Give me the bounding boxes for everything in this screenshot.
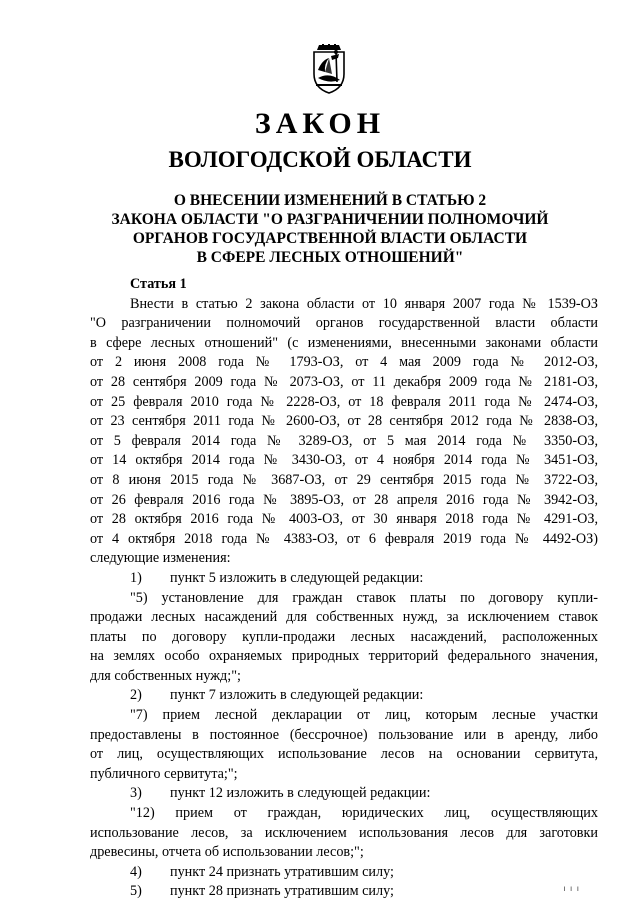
- intro-line: от 14 октября 2014 года № 3430-ОЗ, от 4 ноября 2014 года № 3451-ОЗ,: [90, 452, 598, 469]
- intro-line: от 5 февраля 2014 года № 3289-ОЗ, от 5 мая 2014 года № 3350-ОЗ,: [90, 432, 598, 449]
- quote-line: "5) установление для граждан ставок платы по договору купли-: [130, 589, 598, 606]
- item-text: пункт 12 изложить в следующей редакции:: [170, 785, 431, 802]
- subject-line: В СФЕРЕ ЛЕСНЫХ ОТНОШЕНИЙ": [196, 249, 464, 266]
- vologda-coat-of-arms-icon: [312, 44, 346, 94]
- intro-line: от 8 июня 2015 года № 3687-ОЗ, от 29 сентября 2015 года № 3722-ОЗ,: [90, 471, 598, 488]
- quote-line: для собственных нужд;";: [90, 667, 241, 684]
- amendment-item-5: [90, 882, 598, 902]
- amendment-item-3: [90, 784, 598, 804]
- quote-line: платы по договору купли-продажи лесных насаждений, расположенных: [90, 628, 598, 645]
- item-number: 3): [130, 785, 142, 802]
- intro-line: в сфере лесных отношений" (с изменениями, внесенными законами области: [90, 334, 598, 351]
- quote-line: на землях особо охраняемых природных территорий федерального значения,: [90, 648, 598, 665]
- amendment-item-2: [90, 686, 598, 706]
- quote-line: "7) прием лесной декларации от лиц, которым лесные участки: [130, 707, 598, 724]
- document-title: ЗАКОН: [254, 107, 386, 140]
- item-text: пункт 28 признать утратившим силу;: [170, 883, 394, 900]
- subject-line: ЗАКОНА ОБЛАСТИ "О РАЗГРАНИЧЕНИИ ПОЛНОМОЧИЙ: [111, 211, 549, 228]
- item-number: 4): [130, 863, 142, 880]
- article-body: [90, 275, 598, 902]
- item-text: пункт 24 признать утратившим силу;: [170, 863, 394, 880]
- intro-line: следующие изменения:: [90, 550, 231, 567]
- amendment-item-1: [90, 569, 598, 589]
- amendment-item-4: [90, 863, 598, 883]
- subject-line: ОРГАНОВ ГОСУДАРСТВЕННОЙ ВЛАСТИ ОБЛАСТИ: [132, 230, 528, 247]
- intro-line: от 2 июня 2008 года № 1793-ОЗ, от 4 мая 2009 года № 2012-ОЗ,: [90, 354, 598, 371]
- intro-line: от 25 февраля 2010 года № 2228-ОЗ, от 18 февраля 2011 года № 2474-ОЗ,: [90, 393, 598, 410]
- item-text: пункт 7 изложить в следующей редакции:: [170, 687, 424, 704]
- law-subject: [80, 191, 580, 267]
- article-heading: Статья 1: [130, 276, 187, 292]
- quote-line: "12) прием от граждан, юридических лиц, осуществляющих: [130, 805, 598, 822]
- intro-line: Внести в статью 2 закона области от 10 января 2007 года № 1539-ОЗ: [130, 295, 598, 312]
- quote-line: использование лесов, за исключением использования лесов для заготовки: [90, 824, 598, 841]
- intro-line: от 4 октября 2018 года № 4383-ОЗ, от 6 февраля 2019 года № 4492-ОЗ): [90, 530, 598, 547]
- page-footer-mark: ı ı ı: [563, 884, 580, 893]
- item-number: 2): [130, 687, 142, 704]
- item-text: пункт 5 изложить в следующей редакции:: [170, 569, 424, 586]
- item-number: 1): [130, 569, 142, 586]
- intro-line: от 26 февраля 2016 года № 3895-ОЗ, от 28 апреля 2016 года № 3942-ОЗ,: [90, 491, 598, 508]
- quote-line: публичного сервитута;";: [90, 765, 238, 782]
- quote-line: продажи лесных насаждений для собственных нужд, за исключением ставок: [90, 609, 598, 626]
- subject-line: О ВНЕСЕНИИ ИЗМЕНЕНИЙ В СТАТЬЮ 2: [173, 192, 487, 209]
- quote-line: древесины, отчета об использовании лесов;";: [90, 844, 364, 861]
- intro-line: от 23 сентября 2011 года № 2600-ОЗ, от 28 сентября 2012 года № 2838-ОЗ,: [90, 413, 598, 430]
- item-number: 5): [130, 883, 142, 900]
- document-region: ВОЛОГОДСКОЙ ОБЛАСТИ: [168, 147, 472, 172]
- quote-line: предоставлены в постоянное (бессрочное) пользование или в аренду, либо: [90, 726, 598, 743]
- quote-line: от лиц, осуществляющих использование лесов на основании сервитута,: [90, 746, 598, 763]
- intro-line: от 28 сентября 2009 года № 2073-ОЗ, от 11 декабря 2009 года № 2181-ОЗ,: [90, 373, 598, 390]
- intro-line: от 28 октября 2016 года № 4003-ОЗ, от 30 января 2018 года № 4291-ОЗ,: [90, 511, 598, 528]
- intro-line: "О разграничении полномочий органов государственной власти области: [90, 315, 598, 332]
